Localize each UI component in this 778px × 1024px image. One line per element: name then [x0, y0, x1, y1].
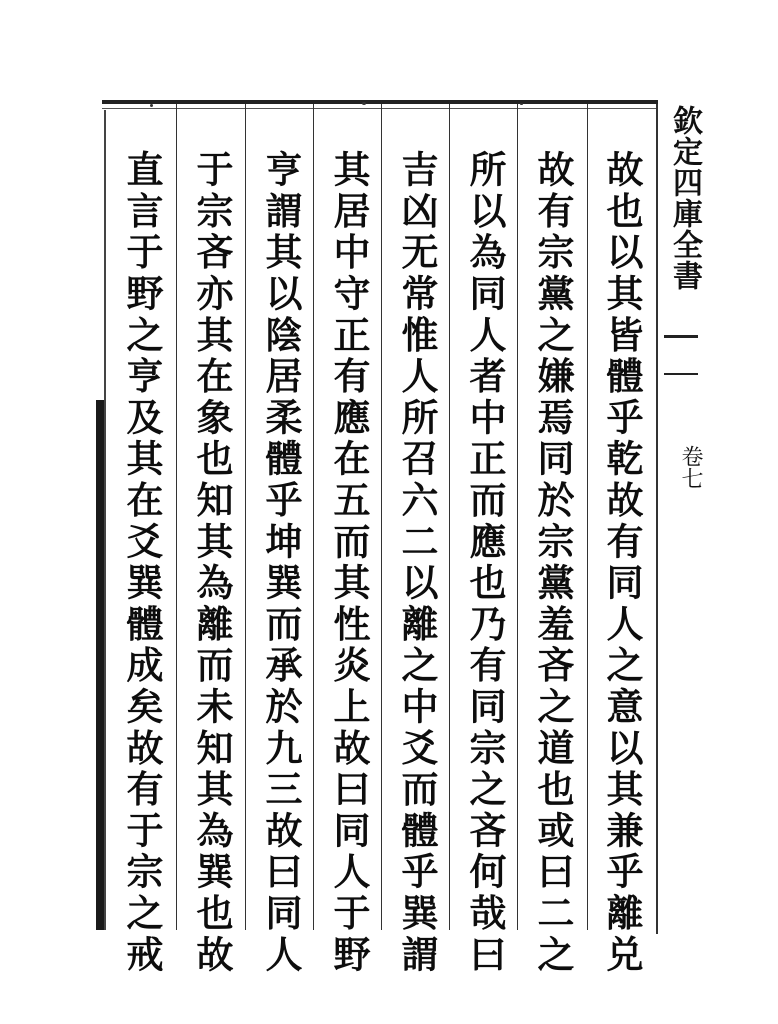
column-rule	[587, 104, 588, 930]
column-rule	[517, 104, 518, 930]
left-frame-line	[104, 110, 106, 930]
top-frame-inner-line	[102, 108, 658, 109]
scan-speck	[150, 104, 153, 107]
column-rule	[381, 104, 382, 930]
scan-speck	[520, 103, 523, 105]
column-rule	[449, 104, 450, 930]
text-column-6: 亨謂其以陰居柔體乎坤巽而承於九三故曰同人	[259, 150, 303, 976]
text-column-3: 所以為同人者中正而應也乃有同宗之吝何哉曰	[463, 150, 507, 976]
text-column-2: 故有宗黨之嫌焉同於宗黨羞吝之道也或曰二之	[531, 150, 575, 976]
fishtail-mark	[664, 335, 698, 375]
column-rule	[176, 104, 177, 930]
scan-speck	[362, 102, 366, 105]
text-column-5: 其居中守正有應在五而其性炎上故曰同人于野	[327, 150, 371, 976]
text-column-4: 吉凶无常惟人所召六二以離之中爻而體乎巽謂	[395, 150, 439, 976]
book-side-title: 欽定四庫全書	[667, 105, 702, 291]
text-column-1: 故也以其皆體乎乾故有同人之意以其兼乎離兑	[600, 150, 644, 976]
column-rule	[313, 104, 314, 930]
column-rule	[245, 104, 246, 930]
right-frame-line	[656, 104, 658, 934]
text-column-7: 于宗吝亦其在象也知其為離而未知其為巽也故	[190, 150, 234, 976]
top-frame-border	[102, 100, 658, 104]
text-column-8: 直言于野之亨及其在爻巽體成矣故有于宗之戒	[120, 150, 164, 976]
volume-label: 卷七	[678, 445, 703, 489]
